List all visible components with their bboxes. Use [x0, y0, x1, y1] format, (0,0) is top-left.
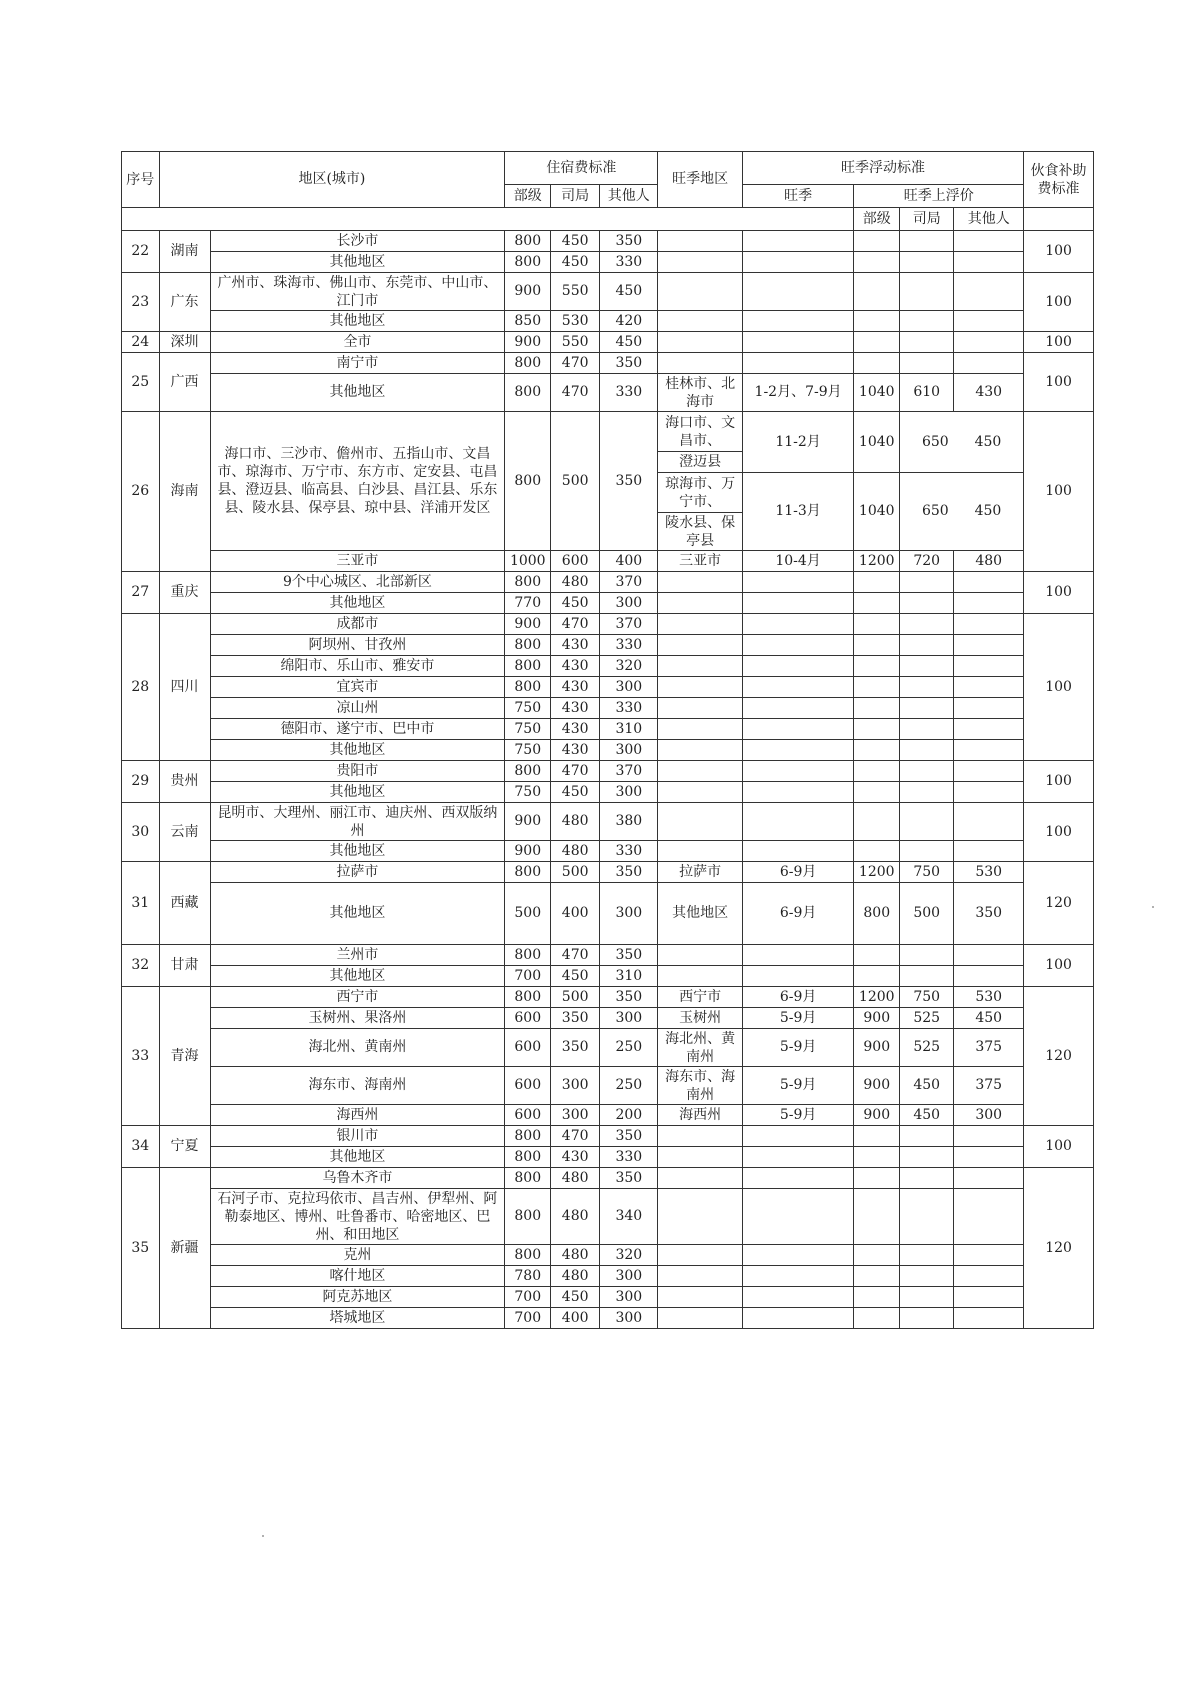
- rate-others: 300: [600, 883, 658, 945]
- province: 甘肃: [159, 945, 210, 987]
- city: 银川市: [210, 1126, 505, 1147]
- city: 海北州、黄南州: [210, 1029, 505, 1067]
- rate-others: 450: [600, 273, 658, 311]
- city: 南宁市: [210, 353, 505, 374]
- city: 塔城地区: [210, 1308, 505, 1329]
- province: 湖南: [159, 231, 210, 273]
- peak-rate-ministry: 900: [854, 1105, 900, 1126]
- rate-ministry: 800: [505, 677, 551, 698]
- peak-rate-others: 300: [954, 1105, 1024, 1126]
- rate-bureau: 400: [551, 883, 600, 945]
- rate-others: 330: [600, 698, 658, 719]
- meal-allowance: 100: [1024, 945, 1094, 987]
- seq-number: 24: [122, 332, 160, 353]
- peak-season: 5-9月: [742, 1008, 853, 1029]
- province: 云南: [159, 803, 210, 862]
- peak-rate-ministry: 900: [854, 1029, 900, 1067]
- rate-bureau: 430: [551, 656, 600, 677]
- meal-allowance: 100: [1024, 231, 1094, 273]
- province: 深圳: [159, 332, 210, 353]
- peak-rate-bureau: 525: [900, 1008, 954, 1029]
- rate-ministry: 800: [505, 1168, 551, 1189]
- city: 贵阳市: [210, 761, 505, 782]
- rate-ministry: 800: [505, 252, 551, 273]
- header-lodging-ministry: 部级: [505, 185, 551, 208]
- rate-ministry: 750: [505, 698, 551, 719]
- rate-ministry: 800: [505, 231, 551, 252]
- meal-allowance: 100: [1024, 614, 1094, 761]
- city: 宜宾市: [210, 677, 505, 698]
- seq-number: 27: [122, 572, 160, 614]
- rate-others: 320: [600, 1245, 658, 1266]
- seq-number: 34: [122, 1126, 160, 1168]
- rate-ministry: 800: [505, 635, 551, 656]
- rate-others: 370: [600, 572, 658, 593]
- lodging-standard-table: [121, 151, 1094, 1329]
- header-lodging-others: 其他人: [600, 185, 658, 208]
- rate-others: 400: [600, 551, 658, 572]
- rate-ministry: 600: [505, 1008, 551, 1029]
- rate-bureau: 480: [551, 841, 600, 862]
- peak-rate-bureau: 450: [900, 1067, 954, 1105]
- rate-others: 300: [600, 677, 658, 698]
- rate-ministry: 800: [505, 1245, 551, 1266]
- city: 其他地区: [210, 1147, 505, 1168]
- city: 阿克苏地区: [210, 1287, 505, 1308]
- rate-bureau: 470: [551, 353, 600, 374]
- peak-rate-bureau: 720: [900, 551, 954, 572]
- rate-others: 300: [600, 740, 658, 761]
- meal-allowance: 100: [1024, 332, 1094, 353]
- city: 海西州: [210, 1105, 505, 1126]
- rate-bureau: 480: [551, 572, 600, 593]
- rate-ministry: 850: [505, 311, 551, 332]
- city: 成都市: [210, 614, 505, 635]
- city: 其他地区: [210, 782, 505, 803]
- header-region: 地区(城市): [159, 152, 505, 208]
- rate-bureau: 480: [551, 1266, 600, 1287]
- rate-ministry: 750: [505, 719, 551, 740]
- rate-ministry: 800: [505, 987, 551, 1008]
- rate-bureau: 430: [551, 740, 600, 761]
- peak-region: 三亚市: [658, 551, 742, 572]
- city: 乌鲁木齐市: [210, 1168, 505, 1189]
- peak-rate-ministry: 1040: [854, 374, 900, 412]
- city: 拉萨市: [210, 862, 505, 883]
- rate-others: 320: [600, 656, 658, 677]
- header-meal: 伙食补助费标准: [1024, 152, 1094, 208]
- city: 西宁市: [210, 987, 505, 1008]
- rate-ministry: 900: [505, 332, 551, 353]
- peak-region: 海东市、海南州: [658, 1067, 742, 1105]
- peak-rate-bureau: 610: [900, 374, 954, 412]
- rate-bureau: 350: [551, 1029, 600, 1067]
- meal-allowance: 120: [1024, 987, 1094, 1126]
- meal-allowance: 100: [1024, 572, 1094, 614]
- rate-others: 350: [600, 1168, 658, 1189]
- rate-others: 350: [600, 862, 658, 883]
- header-peak-region: 旺季地区: [658, 152, 742, 208]
- seq-number: 25: [122, 353, 160, 412]
- rate-others: 330: [600, 374, 658, 412]
- city: 海东市、海南州: [210, 1067, 505, 1105]
- province: 四川: [159, 614, 210, 761]
- province: 贵州: [159, 761, 210, 803]
- rate-others: 340: [600, 1189, 658, 1245]
- rate-bureau: 530: [551, 311, 600, 332]
- rate-bureau: 480: [551, 1168, 600, 1189]
- peak-region: 澄迈县: [658, 452, 742, 473]
- seq-number: 28: [122, 614, 160, 761]
- rate-bureau: 480: [551, 803, 600, 841]
- peak-rate-ministry: 1200: [854, 987, 900, 1008]
- city: 绵阳市、乐山市、雅安市: [210, 656, 505, 677]
- peak-region: 桂林市、北海市: [658, 374, 742, 412]
- city: 石河子市、克拉玛依市、昌吉州、伊犁州、阿勒泰地区、博州、吐鲁番市、哈密地区、巴州、和田地区: [210, 1189, 505, 1245]
- peak-rate-others: 530: [954, 987, 1024, 1008]
- province: 宁夏: [159, 1126, 210, 1168]
- rate-bureau: 450: [551, 593, 600, 614]
- city: 阿坝州、甘孜州: [210, 635, 505, 656]
- rate-ministry: 800: [505, 374, 551, 412]
- city: 长沙市: [210, 231, 505, 252]
- rate-bureau: 430: [551, 635, 600, 656]
- header-up-bureau: 司局: [900, 208, 954, 231]
- peak-rate-ministry: 800: [854, 883, 900, 945]
- rate-bureau: 470: [551, 374, 600, 412]
- rate-others: 330: [600, 252, 658, 273]
- peak-rate-bureau-others: [900, 473, 1024, 551]
- city: 其他地区: [210, 883, 505, 945]
- seq-number: 22: [122, 231, 160, 273]
- peak-rate-others: 350: [954, 883, 1024, 945]
- meal-allowance: 100: [1024, 273, 1094, 332]
- rate-others: 300: [600, 782, 658, 803]
- peak-rate-bureau: 450: [900, 1105, 954, 1126]
- province: 广西: [159, 353, 210, 412]
- peak-season: 6-9月: [742, 987, 853, 1008]
- rate-others: 300: [600, 1008, 658, 1029]
- peak-region: 拉萨市: [658, 862, 742, 883]
- rate-bureau: 450: [551, 782, 600, 803]
- rate-ministry: 800: [505, 1147, 551, 1168]
- meal-allowance: 100: [1024, 412, 1094, 572]
- meal-allowance: 100: [1024, 1126, 1094, 1168]
- peak-season: 11-2月: [742, 412, 853, 473]
- peak-season: 11-3月: [742, 473, 853, 551]
- rate-ministry: 900: [505, 803, 551, 841]
- city: 德阳市、遂宁市、巴中市: [210, 719, 505, 740]
- province: 广东: [159, 273, 210, 332]
- rate-others: 380: [600, 803, 658, 841]
- province: 重庆: [159, 572, 210, 614]
- rate-ministry: 800: [505, 761, 551, 782]
- rate-ministry: 600: [505, 1029, 551, 1067]
- seq-number: 35: [122, 1168, 160, 1329]
- peak-rate-bureau: 525: [900, 1029, 954, 1067]
- rate-ministry: 900: [505, 273, 551, 311]
- header-up-ministry: 部级: [854, 208, 900, 231]
- peak-season: 10-4月: [742, 551, 853, 572]
- rate-others: 250: [600, 1067, 658, 1105]
- rate-bureau: 450: [551, 252, 600, 273]
- header-up-others: 其他人: [954, 208, 1024, 231]
- rate-bureau: 300: [551, 1067, 600, 1105]
- city: 全市: [210, 332, 505, 353]
- peak-rate-others: 375: [954, 1029, 1024, 1067]
- rate-ministry: 800: [505, 412, 551, 551]
- header-peak-season: 旺季: [742, 185, 853, 208]
- rate-ministry: 750: [505, 740, 551, 761]
- peak-rate-others: 450: [954, 1008, 1024, 1029]
- peak-rate-ministry: 1040: [854, 412, 900, 473]
- city: 其他地区: [210, 740, 505, 761]
- rate-bureau: 300: [551, 1105, 600, 1126]
- rate-ministry: 800: [505, 945, 551, 966]
- province: 新疆: [159, 1168, 210, 1329]
- rate-others: 370: [600, 614, 658, 635]
- rate-others: 310: [600, 966, 658, 987]
- rate-bureau: 550: [551, 273, 600, 311]
- rate-others: 330: [600, 841, 658, 862]
- peak-region: 琼海市、万宁市、: [658, 473, 742, 513]
- rate-others: 330: [600, 1147, 658, 1168]
- rate-ministry: 780: [505, 1266, 551, 1287]
- rate-bureau: 450: [551, 966, 600, 987]
- rate-others: 450: [600, 332, 658, 353]
- rate-bureau: 470: [551, 761, 600, 782]
- header-lodging: 住宿费标准: [505, 152, 658, 185]
- rate-bureau: 480: [551, 1189, 600, 1245]
- city: 喀什地区: [210, 1266, 505, 1287]
- rate-ministry: 700: [505, 1287, 551, 1308]
- rate-bureau: 430: [551, 1147, 600, 1168]
- peak-rate-ministry: 900: [854, 1008, 900, 1029]
- city: 其他地区: [210, 252, 505, 273]
- rate-others: 250: [600, 1029, 658, 1067]
- peak-rate-others: 480: [954, 551, 1024, 572]
- city: 9个中心城区、北部新区: [210, 572, 505, 593]
- peak-season: 6-9月: [742, 883, 853, 945]
- scan-speck: [1152, 906, 1154, 908]
- rate-bureau: 470: [551, 1126, 600, 1147]
- rate-others: 350: [600, 353, 658, 374]
- rate-ministry: 500: [505, 883, 551, 945]
- peak-rate-bureau: 750: [900, 862, 954, 883]
- peak-rate-bureau: 650: [921, 503, 949, 519]
- province: 青海: [159, 987, 210, 1126]
- rate-ministry: 900: [505, 614, 551, 635]
- peak-rate-others: 430: [954, 374, 1024, 412]
- rate-bureau: 470: [551, 945, 600, 966]
- seq-number: 33: [122, 987, 160, 1126]
- rate-others: 300: [600, 593, 658, 614]
- seq-number: 26: [122, 412, 160, 572]
- rate-bureau: 500: [551, 412, 600, 551]
- rate-others: 350: [600, 945, 658, 966]
- city: 其他地区: [210, 966, 505, 987]
- rate-others: 350: [600, 412, 658, 551]
- rate-ministry: 600: [505, 1105, 551, 1126]
- peak-region: 陵水县、保亭县: [658, 513, 742, 551]
- seq-number: 31: [122, 862, 160, 945]
- peak-rate-others: 450: [974, 503, 1002, 519]
- rate-others: 350: [600, 1126, 658, 1147]
- rate-others: 330: [600, 635, 658, 656]
- rate-bureau: 500: [551, 862, 600, 883]
- meal-allowance: 100: [1024, 353, 1094, 412]
- peak-region: 西宁市: [658, 987, 742, 1008]
- rate-ministry: 800: [505, 572, 551, 593]
- rate-others: 350: [600, 987, 658, 1008]
- seq-number: 30: [122, 803, 160, 862]
- peak-rate-bureau: 750: [900, 987, 954, 1008]
- rate-ministry: 1000: [505, 551, 551, 572]
- rate-ministry: 600: [505, 1067, 551, 1105]
- rate-others: 200: [600, 1105, 658, 1126]
- scan-speck: [262, 1535, 264, 1537]
- peak-rate-ministry: 1200: [854, 862, 900, 883]
- city: 兰州市: [210, 945, 505, 966]
- rate-ministry: 800: [505, 862, 551, 883]
- rate-ministry: 800: [505, 353, 551, 374]
- peak-rate-others: 450: [974, 433, 1002, 450]
- rate-ministry: 750: [505, 782, 551, 803]
- rate-others: 350: [600, 231, 658, 252]
- peak-rate-others: 375: [954, 1067, 1024, 1105]
- seq-number: 32: [122, 945, 160, 987]
- rate-bureau: 500: [551, 987, 600, 1008]
- rate-bureau: 480: [551, 1245, 600, 1266]
- rate-bureau: 470: [551, 614, 600, 635]
- rate-bureau: 450: [551, 1287, 600, 1308]
- peak-rate-ministry: 1040: [854, 473, 900, 551]
- city: 克州: [210, 1245, 505, 1266]
- rate-bureau: 430: [551, 677, 600, 698]
- rate-ministry: 900: [505, 841, 551, 862]
- rate-others: 310: [600, 719, 658, 740]
- meal-allowance: 120: [1024, 862, 1094, 945]
- rate-ministry: 800: [505, 1189, 551, 1245]
- rate-others: 300: [600, 1308, 658, 1329]
- peak-season: 5-9月: [742, 1029, 853, 1067]
- city: 其他地区: [210, 374, 505, 412]
- rate-ministry: 800: [505, 1126, 551, 1147]
- peak-region: 海西州: [658, 1105, 742, 1126]
- peak-season: 5-9月: [742, 1067, 853, 1105]
- rate-ministry: 770: [505, 593, 551, 614]
- rate-bureau: 550: [551, 332, 600, 353]
- meal-allowance: 100: [1024, 803, 1094, 862]
- rate-others: 300: [600, 1266, 658, 1287]
- peak-rate-bureau: 650: [921, 433, 949, 450]
- province: 西藏: [159, 862, 210, 945]
- rate-bureau: 400: [551, 1308, 600, 1329]
- city: 其他地区: [210, 593, 505, 614]
- province: 海南: [159, 412, 210, 572]
- rate-bureau: 430: [551, 719, 600, 740]
- peak-rate-bureau: 500: [900, 883, 954, 945]
- rate-bureau: 430: [551, 698, 600, 719]
- rate-others: 420: [600, 311, 658, 332]
- rate-bureau: 600: [551, 551, 600, 572]
- rate-ministry: 800: [505, 656, 551, 677]
- peak-rate-bureau-others: [900, 412, 1024, 473]
- rate-others: 300: [600, 1287, 658, 1308]
- peak-rate-ministry: 900: [854, 1067, 900, 1105]
- peak-season: 1-2月、7-9月: [742, 374, 853, 412]
- peak-season: 6-9月: [742, 862, 853, 883]
- city: 海口市、三沙市、儋州市、五指山市、文昌市、琼海市、万宁市、东方市、定安县、屯昌县、澄迈县、临高县、白沙县、昌江县、乐东县、陵水县、保亭县、琼中县、洋浦开发区: [210, 412, 505, 551]
- seq-number: 29: [122, 761, 160, 803]
- meal-allowance: 100: [1024, 761, 1094, 803]
- peak-region: 海口市、文昌市、: [658, 412, 742, 452]
- peak-rate-others: 530: [954, 862, 1024, 883]
- peak-rate-ministry: 1200: [854, 551, 900, 572]
- city: 其他地区: [210, 311, 505, 332]
- rate-ministry: 700: [505, 966, 551, 987]
- city: 凉山州: [210, 698, 505, 719]
- peak-region: 玉树州: [658, 1008, 742, 1029]
- city: 玉树州、果洛州: [210, 1008, 505, 1029]
- peak-region: 其他地区: [658, 883, 742, 945]
- header-peak-up: 旺季上浮价: [854, 185, 1024, 208]
- rate-bureau: 350: [551, 1008, 600, 1029]
- rate-ministry: 700: [505, 1308, 551, 1329]
- city: 广州市、珠海市、佛山市、东莞市、中山市、江门市: [210, 273, 505, 311]
- city: 三亚市: [210, 551, 505, 572]
- peak-region: 海北州、黄南州: [658, 1029, 742, 1067]
- city: 昆明市、大理州、丽江市、迪庆州、西双版纳州: [210, 803, 505, 841]
- header-lodging-bureau: 司局: [551, 185, 600, 208]
- peak-season: 5-9月: [742, 1105, 853, 1126]
- rate-others: 370: [600, 761, 658, 782]
- meal-allowance: 120: [1024, 1168, 1094, 1329]
- header-float: 旺季浮动标准: [742, 152, 1023, 185]
- rate-bureau: 450: [551, 231, 600, 252]
- seq-number: 23: [122, 273, 160, 332]
- header-seq: 序号: [122, 152, 160, 208]
- city: 其他地区: [210, 841, 505, 862]
